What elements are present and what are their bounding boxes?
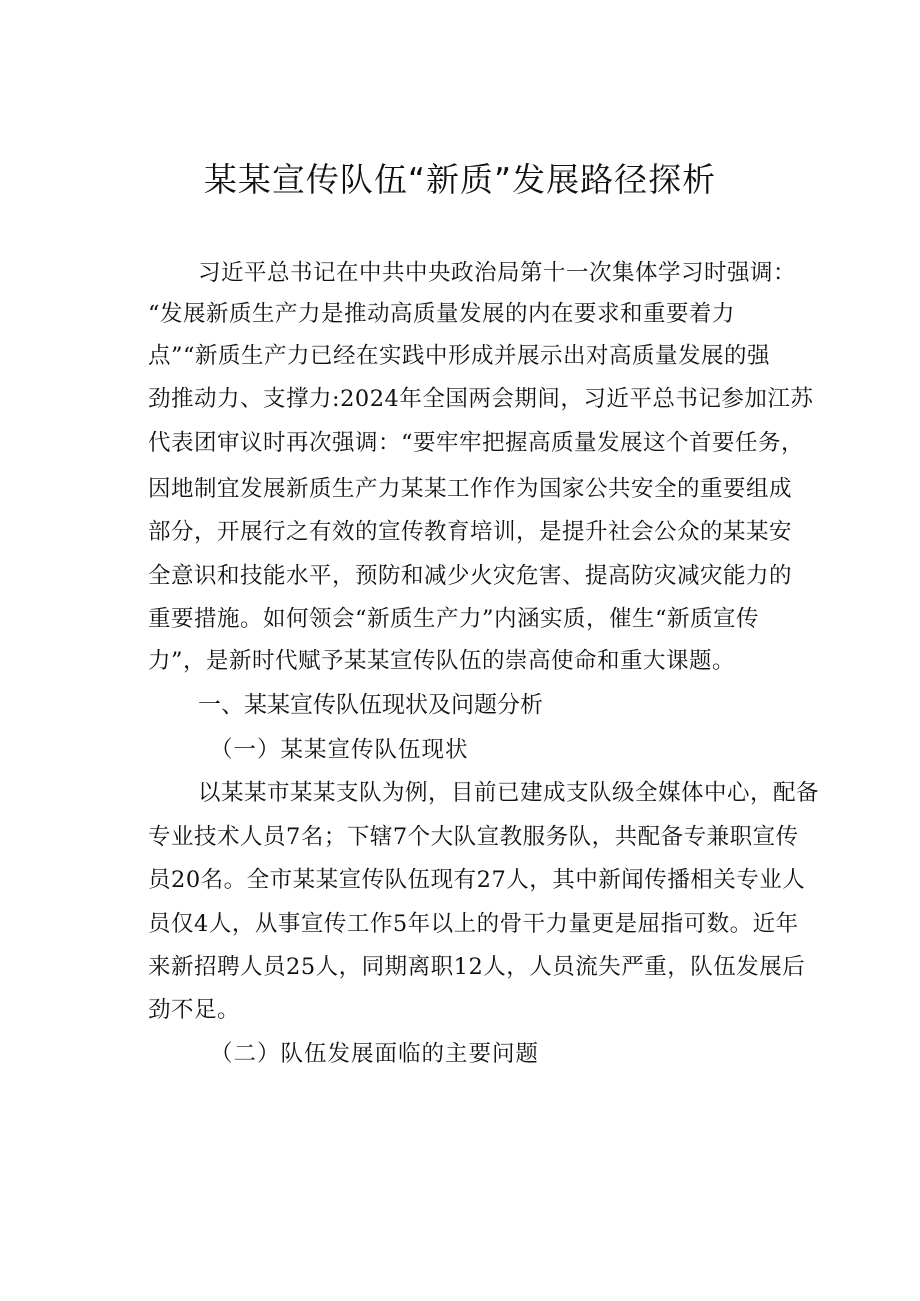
paragraph-line: 重要措施。如何领会“新质生产力”内涵实质，催生“新质宣传 <box>148 606 760 632</box>
paragraph-line: 因地制宜发展新质生产力某某工作作为国家公共安全的重要组成 <box>148 476 793 502</box>
section-heading: 一、某某宣传队伍现状及问题分析 <box>198 692 543 718</box>
paragraph-line: 来新招聘人员25人，同期离职12人，人员流失严重，队伍发展后 <box>148 954 806 980</box>
paragraph-line: 习近平总书记在中共中央政治局第十一次集体学习时强调： <box>198 260 797 286</box>
paragraph-line: 点”“新质生产力已经在实践中形成并展示出对高质量发展的强 <box>148 343 771 369</box>
paragraph-line: 员20名。全市某某宣传队伍现有27人，其中新闻传播相关专业人 <box>148 867 806 893</box>
paragraph-line: 力”，是新时代赋予某某宣传队伍的崇高使命和重大课题。 <box>148 648 736 674</box>
paragraph-line: “发展新质生产力是推动高质量发展的内在要求和重要着力 <box>148 301 736 327</box>
paragraph-line: 代表团审议时再次强调：“要牢牢把握高质量发展这个首要任务， <box>148 430 805 456</box>
paragraph-line: 员仅4人，从事宣传工作5年以上的骨干力量更是屈指可数。近年 <box>148 911 799 937</box>
document-title: 某某宣传队伍“新质”发展路径探析 <box>203 160 717 199</box>
paragraph-line: 劲推动力、支撑力:2024年全国两会期间，习近平总书记参加江苏 <box>148 386 814 412</box>
paragraph-line: 以某某市某某支队为例，目前已建成支队级全媒体中心，配备 <box>198 780 820 806</box>
paragraph-line: 劲不足。 <box>148 997 241 1023</box>
subsection-heading: （一）某某宣传队伍现状 <box>210 737 469 763</box>
paragraph-line: 部分，开展行之有效的宣传教育培训，是提升社会公众的某某安 <box>148 519 793 545</box>
paragraph-line: 专业技术人员7名；下辖7个大队宣教服务队，共配备专兼职宣传 <box>148 824 799 850</box>
subsection-heading: （二）队伍发展面临的主要问题 <box>210 1041 540 1067</box>
paragraph-line: 全意识和技能水平，预防和减少火灾危害、提高防灾减灾能力的 <box>148 563 793 589</box>
